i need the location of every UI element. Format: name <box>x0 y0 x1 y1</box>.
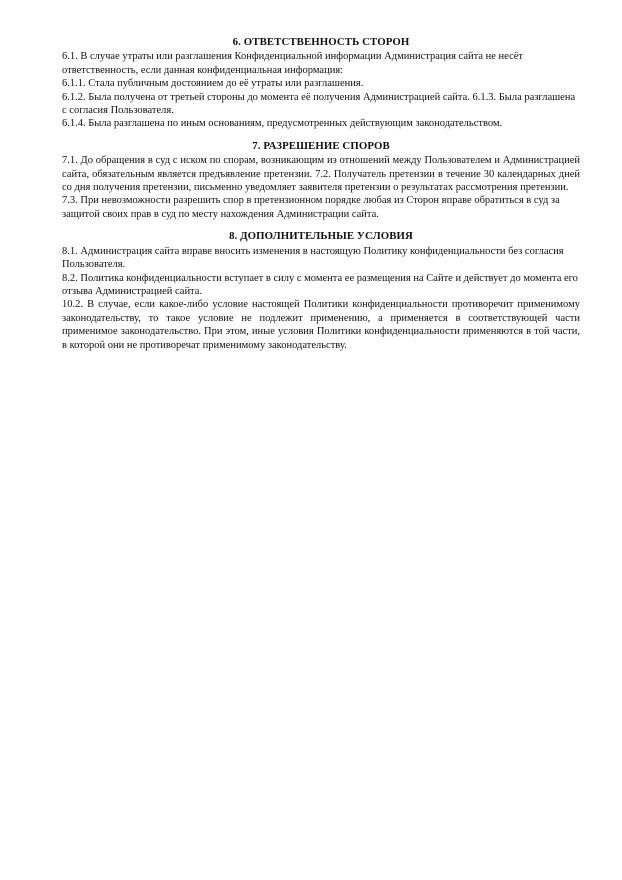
section-additional-terms <box>62 230 580 352</box>
section-disputes <box>62 140 580 221</box>
section-heading: 7. РАЗРЕШЕНИЕ СПОРОВ <box>252 139 390 152</box>
paragraph: 8.1. Администрация сайта вправе вносить изменения в настоящую Политику конфиденциальности без согласия Пользователя. <box>62 245 564 271</box>
section-heading: 8. ДОПОЛНИТЕЛЬНЫЕ УСЛОВИЯ <box>229 230 413 243</box>
paragraph: 8.2. Политика конфиденциальности вступает в силу с момента ее размещения на Сайте и действует до момента его отзыва Администрацией сайта. <box>62 272 578 297</box>
paragraph: 6.1.4. Была разглашена по иным основаниям, предусмотренных действующим законодательством. <box>62 118 503 130</box>
paragraph: 7.1. До обращения в суд с иском по спорам, возникающим из отношений между Пользователем и Администрацией сайта, обязательным является предъявление претензии. 7.2. Получатель претензии в течение 30 календарных дней со дня получения претензии, письменно уведомляет заявителя претензии о результатах рассмотрения претензии. <box>62 155 580 194</box>
paragraph: 10.2. В случае, если какое-либо условие настоящей Политики конфиденциальности противоречит применимому законодательству, то такое условие не подлежит применению, а применяется в соответствующей части применимое законодательство. При этом, иные условия Политики конфиденциальности применяются в той части, в которой они не противоречат применимому законодательству. <box>62 299 580 351</box>
section-heading: 6. ОТВЕТСТВЕННОСТЬ СТОРОН <box>232 36 410 48</box>
paragraph: 6.1. В случае утраты или разглашения Конфиденциальной информации Администрация сайта не несёт ответственность, если данная конфиденциальная информация: <box>62 51 523 76</box>
paragraph: 6.1.1. Стала публичным достоянием до её утраты или разглашения. <box>62 78 364 90</box>
section-spacer <box>62 131 580 140</box>
section-responsibility <box>62 36 580 131</box>
section-spacer <box>62 221 580 230</box>
paragraph: 7.3. При невозможности разрешить спор в претензионном порядке любая из Сторон вправе обратиться в суд за защитой своих прав в суд по месту нахождения Администрации сайта. <box>62 195 560 220</box>
paragraph: 6.1.2. Была получена от третьей стороны до момента её получения Администрацией сайта. 6.1.3. Была разглашена с согласия Пользователя. <box>62 91 576 117</box>
document-page <box>62 36 580 352</box>
